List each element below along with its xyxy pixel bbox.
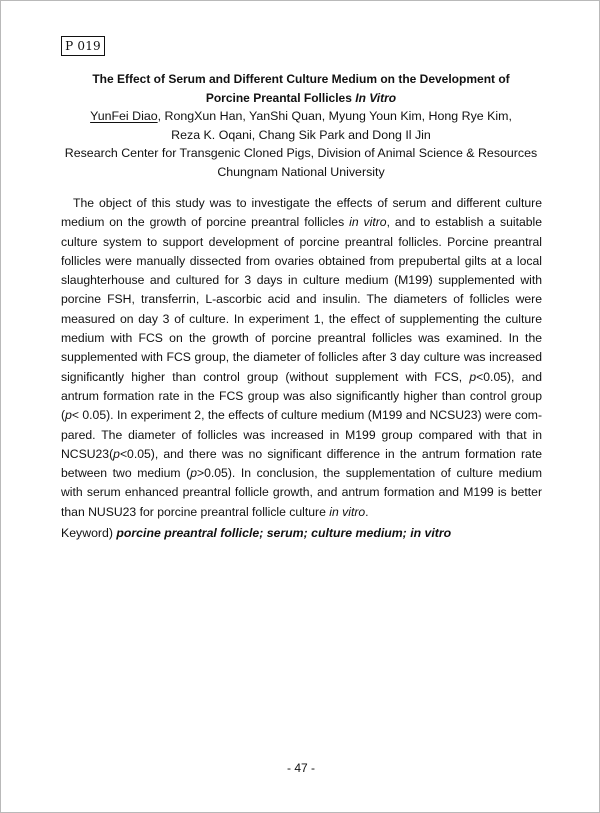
keyword-label: Keyword) [61, 526, 113, 540]
affiliation [61, 144, 541, 182]
other-authors-line-1: , RongXun Han, YanShi Quan, Myung Youn Kim, Hong Rye Kim, [157, 109, 512, 123]
abstract-text-part: < 0.05). In experiment 2, the effects of culture medium (M199 and NCSU23) were com-pared. The diameter of follicles was increased in M199 group compared with that in NCSU23( [61, 408, 542, 461]
title-line-1: The Effect of Serum and Different Culture Medium on the Development of [92, 72, 510, 86]
abstract-text-part: , and to establish a suitable culture system to support development of porcine preantral follicles. Porcine preantral follicles were manually dissected from ovaries obtained from prepubertal gilts at a local slaughterhouse and cultured for 3 days in culture medium (M199) supplemented with porcine FSH, transferrin, L-ascorbic acid and insulin. The diameters of follicles were measured on day 3 of culture. In experiment 1, the effect of supplementing the culture medium with FCS on the growth of porcine preantral follicles was examined. In the supplemented with FCS group, the diameter of follicles after 3 day culture was increased significantly higher than control group (without supplement with FCS, [61, 215, 543, 384]
abstract-text-part: The object of this study was to investigate the effects of serum and different culture medium on the growth of porcine preantral follicles [61, 196, 542, 230]
abstract-paragraph [61, 194, 542, 522]
abstract-text-part: . [365, 504, 369, 519]
abstract-italic-term: p [65, 408, 72, 423]
title-line-2-plain: Porcine Preantal Follicles [205, 91, 352, 105]
affiliation-line-2: Chungnam National University [217, 165, 385, 179]
author-list [61, 107, 541, 145]
presentation-code: P 019 [61, 36, 105, 56]
title-line-2 [61, 89, 541, 108]
abstract-text-part: <0.05), and there was no significant difference in the antrum formation rate between two medium ( [61, 446, 542, 481]
keyword-values: porcine preantral follicle; serum; culture medium; in vitro [116, 526, 452, 540]
abstract-italic-term: in vitro [349, 215, 387, 230]
page-number: - 47 - [286, 761, 315, 775]
abstract-italic-term: in vitro [329, 504, 366, 519]
abstract-italic-term: p [469, 369, 477, 384]
first-author: YunFei Diao [90, 109, 158, 123]
author-line-2: Reza K. Oqani, Chang Sik Park and Dong Il Jin [171, 128, 431, 142]
paper-title [61, 70, 541, 108]
abstract-italic-term: p [190, 466, 197, 481]
affiliation-line-1: Research Center for Transgenic Cloned Pigs, Division of Animal Science & Resources [64, 146, 538, 160]
title-line-2-italic: In Vitro [355, 91, 397, 105]
keyword-line [61, 524, 542, 543]
abstract-italic-term: p [113, 446, 120, 461]
abstract-text-part: >0.05). In conclusion, the supplementation of culture medium with serum enhanced preantral follicle growth, and antrum formation and M199 is better than NUSU23 for porcine preantral follicle culture [61, 466, 543, 519]
abstract-text-part: <0.05), and antrum formation rate in the FCS group was also significantly higher than control group ( [61, 369, 542, 423]
author-line-1 [61, 107, 541, 126]
